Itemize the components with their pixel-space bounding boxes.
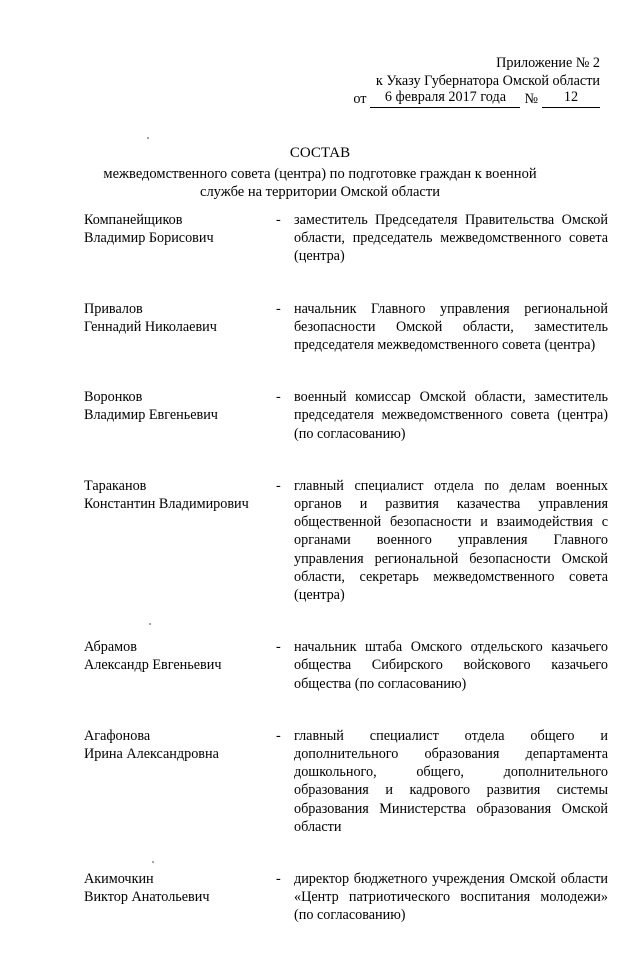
member-role: директор бюджетного учреждения Омской области «Центр патриотического воспитания молодежи» (по согласованию) — [294, 871, 608, 924]
member-surname: Агафонова — [84, 727, 151, 744]
scan-speck — [149, 623, 151, 625]
member-role: начальник штаба Омского отдельского казачьего общества Сибирского войскового казачьего общества (по согласованию) — [294, 639, 608, 692]
member-given-names: Ирина Александровна — [84, 746, 219, 763]
member-row — [84, 477, 608, 604]
member-separator: - — [276, 727, 281, 744]
member-surname: Воронков — [84, 389, 143, 406]
member-separator: - — [276, 639, 281, 656]
member-given-names: Виктор Анатольевич — [84, 889, 210, 906]
scan-speck — [147, 137, 149, 139]
member-surname: Тараканов — [84, 477, 147, 494]
member-role: главный специалист отдела по делам военных органов и развития казачества управления общественной безопасности и взаимодействия с органами военного управления Главного управления региональной безопасности Омской области, секретарь межведомственного совета (центра) — [294, 477, 608, 604]
member-role: заместитель Председателя Правительства Омской области, председатель межведомственного совета (центра) — [294, 212, 608, 265]
member-given-names: Александр Евгеньевич — [84, 657, 222, 674]
appendix-block — [310, 54, 600, 108]
member-separator: - — [276, 871, 281, 888]
document-subtitle: межведомственного совета (центра) по подготовке граждан к военной службе на территории Омской области — [103, 166, 537, 200]
member-row — [84, 211, 608, 266]
members-list — [84, 211, 608, 959]
scan-speck — [152, 861, 154, 863]
document-title: СОСТАВ — [289, 145, 351, 161]
decree-number: 12 — [542, 90, 600, 108]
member-given-names: Константин Владимирович — [84, 496, 249, 513]
member-row — [84, 727, 608, 836]
member-separator: - — [276, 300, 281, 317]
member-separator: - — [276, 389, 281, 406]
member-role: военный комиссар Омской области, заместитель председателя межведомственного совета (центра) (по согласованию) — [294, 389, 608, 442]
member-name — [84, 727, 276, 836]
member-name — [84, 477, 276, 604]
appendix-date-line — [310, 90, 600, 108]
member-given-names: Владимир Евгеньевич — [84, 407, 218, 424]
number-label: № — [524, 91, 538, 107]
member-given-names: Геннадий Николаевич — [84, 318, 217, 335]
member-name — [84, 870, 276, 925]
member-name — [84, 211, 276, 266]
from-label: от — [353, 91, 367, 107]
member-surname: Компанейщиков — [84, 212, 183, 228]
member-row — [84, 300, 608, 355]
decree-date: 6 февраля 2017 года — [370, 90, 520, 108]
appendix-title: Приложение № 2 — [496, 55, 600, 71]
member-name — [84, 388, 276, 443]
member-surname: Акимочкин — [84, 871, 154, 888]
member-role: главный специалист отдела общего и дополнительного образования департамента дошкольного, общего, дополнительного образования и кадрового развития системы образования Министерства образования Омской области — [294, 727, 608, 835]
member-role: начальник Главного управления региональной безопасности Омской области, заместитель председателя межведомственного совета (центра) — [294, 300, 608, 354]
member-row — [84, 870, 608, 925]
member-surname: Привалов — [84, 300, 143, 317]
member-given-names: Владимир Борисович — [84, 230, 214, 247]
member-name — [84, 638, 276, 693]
member-separator: - — [276, 212, 281, 228]
member-separator: - — [276, 477, 281, 494]
member-row — [84, 388, 608, 443]
member-row — [84, 638, 608, 693]
member-surname: Абрамов — [84, 639, 137, 656]
appendix-decree: к Указу Губернатора Омской области — [375, 73, 600, 89]
document-heading — [90, 144, 550, 201]
member-name — [84, 300, 276, 355]
